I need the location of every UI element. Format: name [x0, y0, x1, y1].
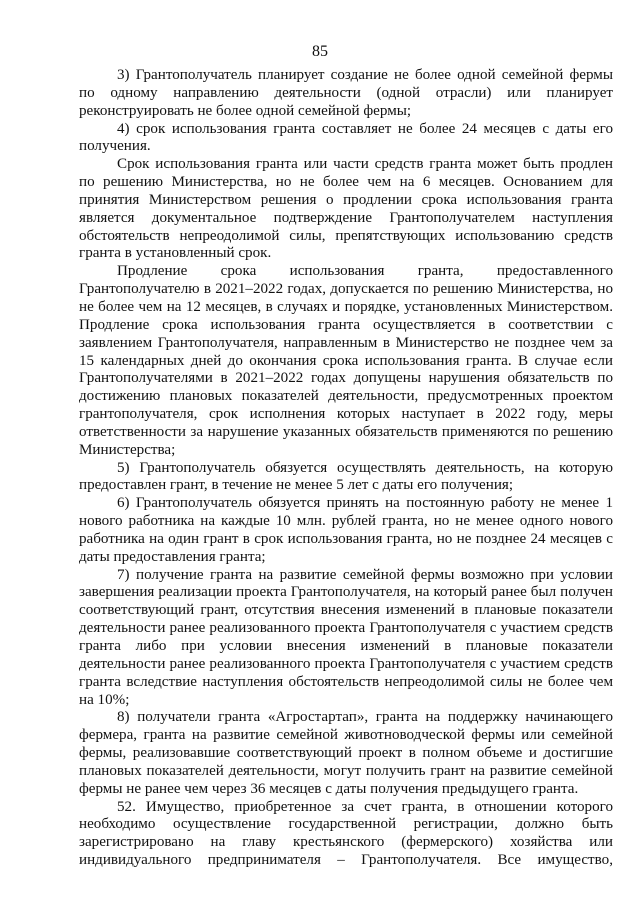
paragraph-grant-extension: Срок использования гранта или части средств гранта может быть продлен по решению Министерства, но не более чем на 6 месяцев. Основанием для принятия Министерством решения о продлении срока использования гранта является документальное подтверждение Грантополучателем наступления обстоятельств непреодолимой силы, препятствующих использованию средств гранта в установленный срок. — [79, 156, 613, 262]
paragraph-item-5: 5) Грантополучатель обязуется осуществлять деятельность, на которую предоставлен грант, в течение не менее 5 лет с даты его получения; — [79, 459, 613, 494]
paragraph-grant-extension-2021-2022: Продление срока использования гранта, предоставленного Грантополучателю в 2021–2022 годах, допускается по решению Министерства, но не более чем на 12 месяцев, в случаях и порядке, установленных Министерством. Продление срока использования гранта осуществляется в соответствии с заявлением Грантополучателя, направленным в Министерство не позднее чем за 15 календарных дней до окончания срока использования гранта. В случае если Грантополучателями в 2021–2022 годах допущены нарушения обязательств по достижению плановых показателей деятельности, предусмотренных проектом грантополучателя, срок исполнения которых наступает в 2022 году, меры ответственности за нарушение указанных обязательств применяются по решению Министерства; — [79, 263, 613, 458]
paragraph-item-7: 7) получение гранта на развитие семейной фермы возможно при условии завершения реализации проекта Грантополучателя, на который ранее был получен соответствующий грант, отсутствия внесения изменений в плановые показатели деятельности ранее реализованного проекта Грантополучателя с участием средств гранта либо при условии внесения изменений в плановые показатели деятельности ранее реализованного проекта Грантополучателя с участием средств гранта вследствие наступления обстоятельств непреодолимой силы не более чем на 10%; — [79, 566, 613, 708]
paragraph-item-4: 4) срок использования гранта составляет не более 24 месяцев с даты его получения. — [79, 120, 613, 155]
paragraph-item-3: 3) Грантополучатель планирует создание не более одной семейной фермы по одному направлению деятельности (одной отрасли) или планирует реконструировать не более одной семейной фермы; — [79, 67, 613, 119]
page-number: 85 — [312, 43, 328, 60]
paragraph-section-52: 52. Имущество, приобретенное за счет гранта, в отношении которого необходимо осуществление государственной регистрации, должно быть зарегистрировано на главу крестьянского (фермерского) хозяйства или индивидуального предпринимателя – Грантополучателя. Все имущество, — [79, 798, 613, 869]
paragraph-item-8: 8) получатели гранта «Агростартап», гранта на поддержку начинающего фермера, гранта на развитие семейной животноводческой фермы или семейной фермы, реализовавшие соответствующий проект в полном объеме и достигшие плановых показателей деятельности, могут получить грант на развитие семейной фермы не ранее чем через 36 месяцев с даты получения предыдущего гранта. — [79, 709, 613, 797]
document-body — [79, 67, 613, 870]
paragraph-item-6: 6) Грантополучатель обязуется принять на постоянную работу не менее 1 нового работника на каждые 10 млн. рублей гранта, но не менее одного нового работника на один грант в срок использования гранта, но не позднее 24 месяцев с даты предоставления гранта; — [79, 495, 613, 565]
